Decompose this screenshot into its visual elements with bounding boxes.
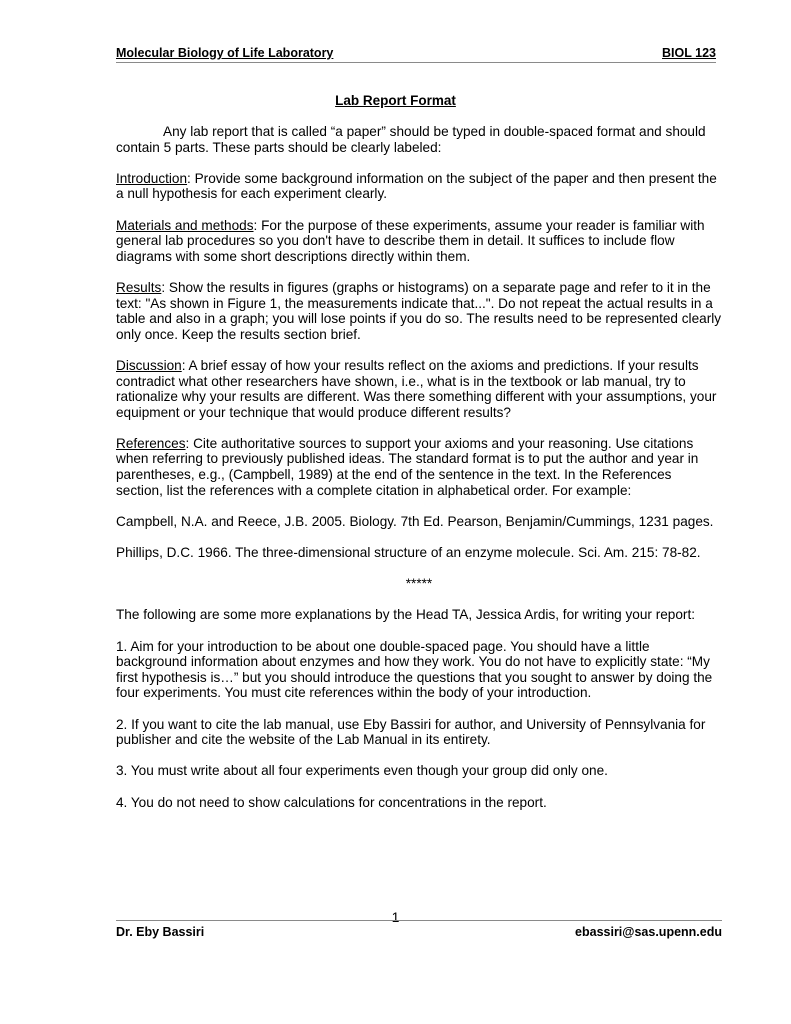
footer-divider (116, 920, 722, 921)
section-heading: Introduction (116, 170, 188, 186)
section-heading: References (116, 435, 186, 451)
section-results (116, 280, 722, 342)
course-code: BIOL 123 (662, 46, 716, 60)
section-text: : Provide some background information on the subject of the paper and then present the a null hypothesis for each experiment clearly. (116, 170, 717, 202)
section-text: : Show the results in figures (graphs or histograms) on a separate page and refer to it in the text: "As shown in Figure 1, the measurements indicate that...". Do not repeat the actual results in a table and also in a graph; you will lose points if you do so. The results need to be represented clearly only once. Keep the results section brief. (116, 279, 722, 342)
section-discussion (116, 358, 722, 420)
page-number: 1 (391, 909, 400, 925)
separator: ***** (405, 576, 433, 592)
reference-entry: Campbell, N.A. and Reece, J.B. 2005. Biology. 7th Ed. Pearson, Benjamin/Cummings, 1231 pages. (116, 513, 714, 529)
footer-email: ebassiri@sas.upenn.edu (575, 925, 722, 939)
section-references (116, 436, 722, 498)
page-footer (116, 925, 722, 941)
footer-author: Dr. Eby Bassiri (116, 925, 205, 939)
section-text: : A brief essay of how your results reflect on the axioms and predictions. If your results contradict what other researchers have shown, i.e., what is in the textbook or lab manual, try to rationalize why your results are different. Was there something different with your assumptions, your equipment or your technique that would produce different results? (116, 357, 717, 420)
document-body (116, 124, 722, 826)
ta-point: 1. Aim for your introduction to be about one double-spaced page. You should have a little background information about enzymes and how they work. You do not have to explicitly state: “My first hypothesis is…” but you should introduce the questions that you sought to answer by doing the four experiments. You must cite references within the body of your introduction. (116, 638, 713, 701)
section-heading: Results (116, 279, 162, 295)
ta-intro: The following are some more explanations by the Head TA, Jessica Ardis, for writing your report: (116, 607, 696, 623)
course-title: Molecular Biology of Life Laboratory (116, 46, 334, 60)
reference-entry: Phillips, D.C. 1966. The three-dimensional structure of an enzyme molecule. Sci. Am. 215: 78-82. (116, 545, 701, 561)
section-heading: Materials and methods (116, 217, 254, 233)
page-header (116, 46, 716, 63)
section-text: : For the purpose of these experiments, assume your reader is familiar with general lab procedures so you don't have to describe them in detail. It suffices to include flow diagrams with some short descriptions directly within them. (116, 217, 705, 264)
ta-point: 2. If you want to cite the lab manual, use Eby Bassiri for author, and University of Pennsylvania for publisher and cite the website of the Lab Manual in its entirety. (116, 716, 706, 748)
section-materials-methods (116, 218, 722, 265)
intro-paragraph: Any lab report that is called “a paper” should be typed in double-spaced format and should contain 5 parts. These parts should be clearly labeled: (116, 124, 706, 155)
ta-point: 3. You must write about all four experiments even though your group did only one. (116, 763, 608, 779)
section-heading: Discussion (116, 357, 182, 373)
ta-point: 4. You do not need to show calculations for concentrations in the report. (116, 794, 547, 810)
document-title: Lab Report Format (335, 93, 456, 108)
section-text: : Cite authoritative sources to support your axioms and your reasoning. Use citations when referring to previously published ideas. The standard format is to put the author and year in parentheses, e.g., (Campbell, 1989) at the end of the sentence in the text. In the References section, list the references with a complete citation in alphabetical order. For example: (116, 435, 699, 498)
section-introduction (116, 171, 722, 202)
